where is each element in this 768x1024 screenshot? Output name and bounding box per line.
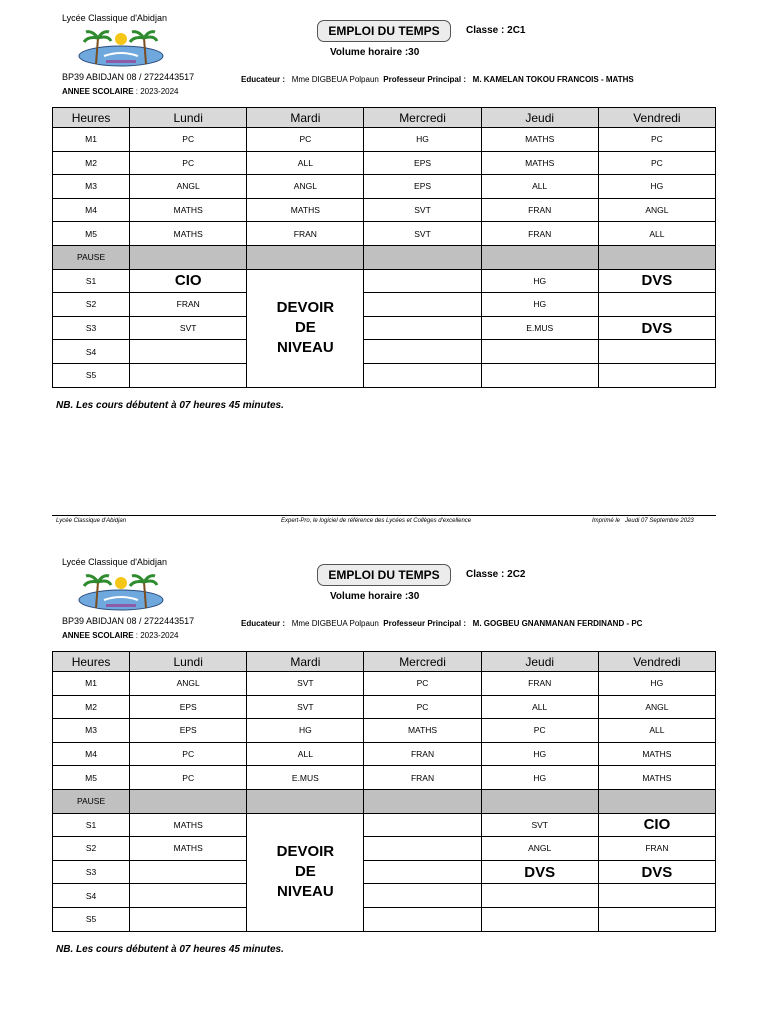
school-year: ANNEE SCOLAIRE : 2023-2024 <box>62 87 179 96</box>
table-cell: DVS <box>598 316 715 340</box>
table-cell: MATHS <box>130 198 247 222</box>
table-cell: M4 <box>53 198 130 222</box>
header-cell: Lundi <box>130 652 247 672</box>
table-row <box>53 884 716 908</box>
table-cell <box>364 837 481 861</box>
volume-horaire: Volume horaire :30 <box>330 47 420 58</box>
table-cell: ALL <box>598 222 715 246</box>
start-time-note: NB. Les cours débutent à 07 heures 45 minutes. <box>56 400 284 411</box>
table-cell: MATHS <box>247 198 364 222</box>
pause-row <box>53 245 716 269</box>
table-cell <box>481 907 598 931</box>
table-row <box>53 269 716 293</box>
table-cell: ALL <box>247 742 364 766</box>
table-cell: S2 <box>53 837 130 861</box>
table-cell: SVT <box>364 198 481 222</box>
table-cell <box>130 363 247 387</box>
table-cell <box>247 789 364 813</box>
table-cell: M3 <box>53 719 130 743</box>
table-cell: S4 <box>53 884 130 908</box>
table-cell: MATHS <box>364 719 481 743</box>
table-cell <box>130 789 247 813</box>
header-cell: Heures <box>53 652 130 672</box>
header-cell: Jeudi <box>481 108 598 128</box>
table-cell: CIO <box>130 269 247 293</box>
table-cell <box>364 907 481 931</box>
table-row <box>53 766 716 790</box>
table-cell: PC <box>364 672 481 696</box>
table-cell: HG <box>481 766 598 790</box>
table-cell: DVS <box>598 860 715 884</box>
header-cell: Heures <box>53 108 130 128</box>
header-cell: Mardi <box>247 652 364 672</box>
table-cell <box>481 340 598 364</box>
table-cell: PC <box>481 719 598 743</box>
table-cell: ALL <box>481 695 598 719</box>
table-cell <box>130 245 247 269</box>
table-cell: ANGL <box>247 175 364 199</box>
table-cell: S4 <box>53 340 130 364</box>
table-cell <box>364 884 481 908</box>
table-cell <box>364 245 481 269</box>
table-cell <box>364 813 481 837</box>
table-cell: FRAN <box>598 837 715 861</box>
table-row <box>53 316 716 340</box>
pause-label: PAUSE <box>53 245 130 269</box>
table-row <box>53 151 716 175</box>
table-row <box>53 907 716 931</box>
table-cell <box>364 860 481 884</box>
table-cell: PC <box>130 128 247 152</box>
class-label: Classe : 2C1 <box>466 25 526 36</box>
footer-print-date: Imprimé le Jeudi 07 Septembre 2023 <box>592 518 694 524</box>
table-cell: M1 <box>53 672 130 696</box>
table-cell: FRAN <box>130 293 247 317</box>
table-cell: PC <box>598 128 715 152</box>
table-cell: E.MUS <box>481 316 598 340</box>
footer-divider <box>52 515 716 516</box>
table-header-row <box>53 652 716 672</box>
table-cell: DVS <box>481 860 598 884</box>
timetable-sheet-1 <box>0 0 768 480</box>
table-row <box>53 719 716 743</box>
table-cell <box>481 884 598 908</box>
table-cell: MATHS <box>130 222 247 246</box>
table-cell: EPS <box>130 695 247 719</box>
table-cell: M2 <box>53 695 130 719</box>
table-cell <box>481 789 598 813</box>
table-cell: HG <box>598 672 715 696</box>
table-cell: HG <box>481 269 598 293</box>
header-cell: Mercredi <box>364 652 481 672</box>
table-cell: HG <box>481 742 598 766</box>
start-time-note: NB. Les cours débutent à 07 heures 45 minutes. <box>56 944 284 955</box>
table-cell: PC <box>130 766 247 790</box>
table-cell: HG <box>364 128 481 152</box>
staff-info: Educateur : Mme DIGBEUA Polpaun Professeur Principal : M. KAMELAN TOKOU FRANCOIS - MATHS <box>241 75 634 84</box>
devoir-de-niveau-cell: DEVOIR DE NIVEAU <box>247 269 364 387</box>
table-cell: M5 <box>53 222 130 246</box>
table-cell: ANGL <box>598 198 715 222</box>
table-cell: ANGL <box>598 695 715 719</box>
table-cell: S5 <box>53 363 130 387</box>
table-cell: ALL <box>598 719 715 743</box>
table-cell: M1 <box>53 128 130 152</box>
timetable-title: EMPLOI DU TEMPS <box>317 20 451 42</box>
table-cell: ALL <box>247 151 364 175</box>
table-cell: MATHS <box>598 766 715 790</box>
table-cell <box>598 789 715 813</box>
table-cell <box>598 245 715 269</box>
table-row <box>53 175 716 199</box>
table-cell: MATHS <box>481 151 598 175</box>
header-cell: Vendredi <box>598 108 715 128</box>
school-name: Lycée Classique d'Abidjan <box>62 13 167 23</box>
table-cell: EPS <box>130 719 247 743</box>
footer-school: Lycée Classique d'Abidjan <box>56 518 127 524</box>
table-row <box>53 222 716 246</box>
table-row <box>53 695 716 719</box>
class-label: Classe : 2C2 <box>466 569 526 580</box>
table-cell <box>364 340 481 364</box>
table-cell: M5 <box>53 766 130 790</box>
table-cell <box>481 245 598 269</box>
table-cell: S3 <box>53 316 130 340</box>
school-address: BP39 ABIDJAN 08 / 2722443517 <box>62 72 195 82</box>
table-cell <box>130 884 247 908</box>
table-cell: SVT <box>481 813 598 837</box>
table-cell: FRAN <box>481 672 598 696</box>
header-cell: Vendredi <box>598 652 715 672</box>
header-cell: Mercredi <box>364 108 481 128</box>
table-cell: DVS <box>598 269 715 293</box>
table-cell: S5 <box>53 907 130 931</box>
table-cell: ANGL <box>130 175 247 199</box>
volume-horaire: Volume horaire :30 <box>330 591 420 602</box>
staff-info: Educateur : Mme DIGBEUA Polpaun Professeur Principal : M. GOGBEU GNANMANAN FERDINAND - PC <box>241 619 643 628</box>
table-cell: ALL <box>481 175 598 199</box>
table-cell: HG <box>481 293 598 317</box>
table-cell: HG <box>247 719 364 743</box>
table-cell: FRAN <box>481 222 598 246</box>
table-cell: SVT <box>364 222 481 246</box>
table-cell <box>130 860 247 884</box>
table-cell: FRAN <box>364 766 481 790</box>
school-logo-icon <box>76 570 166 614</box>
table-cell: SVT <box>247 672 364 696</box>
table-cell: PC <box>247 128 364 152</box>
table-cell: HG <box>598 175 715 199</box>
table-cell: MATHS <box>481 128 598 152</box>
table-cell: E.MUS <box>247 766 364 790</box>
table-cell: PC <box>130 742 247 766</box>
table-row <box>53 672 716 696</box>
table-cell: PC <box>130 151 247 175</box>
table-cell <box>598 363 715 387</box>
table-row <box>53 340 716 364</box>
table-cell: S3 <box>53 860 130 884</box>
table-cell: ANGL <box>130 672 247 696</box>
table-cell <box>364 363 481 387</box>
table-cell: SVT <box>130 316 247 340</box>
school-address: BP39 ABIDJAN 08 / 2722443517 <box>62 616 195 626</box>
table-cell <box>598 293 715 317</box>
footer-software: Expert-Pro, le logiciel de référence des Lycées et Collèges d'excellence <box>281 518 472 524</box>
table-cell: MATHS <box>130 837 247 861</box>
table-cell: M4 <box>53 742 130 766</box>
table-cell <box>481 363 598 387</box>
table-cell: SVT <box>247 695 364 719</box>
table-row <box>53 742 716 766</box>
table-row <box>53 860 716 884</box>
table-cell: MATHS <box>130 813 247 837</box>
table-cell: MATHS <box>598 742 715 766</box>
table-row <box>53 813 716 837</box>
table-cell <box>364 789 481 813</box>
table-cell: S1 <box>53 269 130 293</box>
table-row <box>53 198 716 222</box>
devoir-de-niveau-cell: DEVOIR DE NIVEAU <box>247 813 364 931</box>
table-cell <box>364 269 481 293</box>
school-year: ANNEE SCOLAIRE : 2023-2024 <box>62 631 179 640</box>
table-row <box>53 293 716 317</box>
table-cell: EPS <box>364 175 481 199</box>
table-cell <box>598 907 715 931</box>
table-cell <box>130 907 247 931</box>
table-cell: FRAN <box>247 222 364 246</box>
table-cell <box>247 245 364 269</box>
timetable-title: EMPLOI DU TEMPS <box>317 564 451 586</box>
table-cell <box>598 340 715 364</box>
table-row <box>53 128 716 152</box>
table-row <box>53 837 716 861</box>
header-cell: Lundi <box>130 108 247 128</box>
table-cell <box>598 884 715 908</box>
table-cell: ANGL <box>481 837 598 861</box>
pause-row <box>53 789 716 813</box>
table-cell: PC <box>364 695 481 719</box>
school-name: Lycée Classique d'Abidjan <box>62 557 167 567</box>
timetable-grid <box>52 651 716 932</box>
timetable-grid <box>52 107 716 388</box>
header-cell: Jeudi <box>481 652 598 672</box>
table-cell: S2 <box>53 293 130 317</box>
table-cell <box>130 340 247 364</box>
pause-label: PAUSE <box>53 789 130 813</box>
table-row <box>53 363 716 387</box>
table-cell: FRAN <box>364 742 481 766</box>
table-cell: FRAN <box>481 198 598 222</box>
table-cell: M2 <box>53 151 130 175</box>
table-cell: S1 <box>53 813 130 837</box>
table-cell: PC <box>598 151 715 175</box>
table-cell: EPS <box>364 151 481 175</box>
table-cell: M3 <box>53 175 130 199</box>
school-logo-icon <box>76 26 166 70</box>
table-cell: CIO <box>598 813 715 837</box>
table-cell <box>364 293 481 317</box>
timetable-sheet-2 <box>0 544 768 1024</box>
table-header-row <box>53 108 716 128</box>
table-cell <box>364 316 481 340</box>
header-cell: Mardi <box>247 108 364 128</box>
